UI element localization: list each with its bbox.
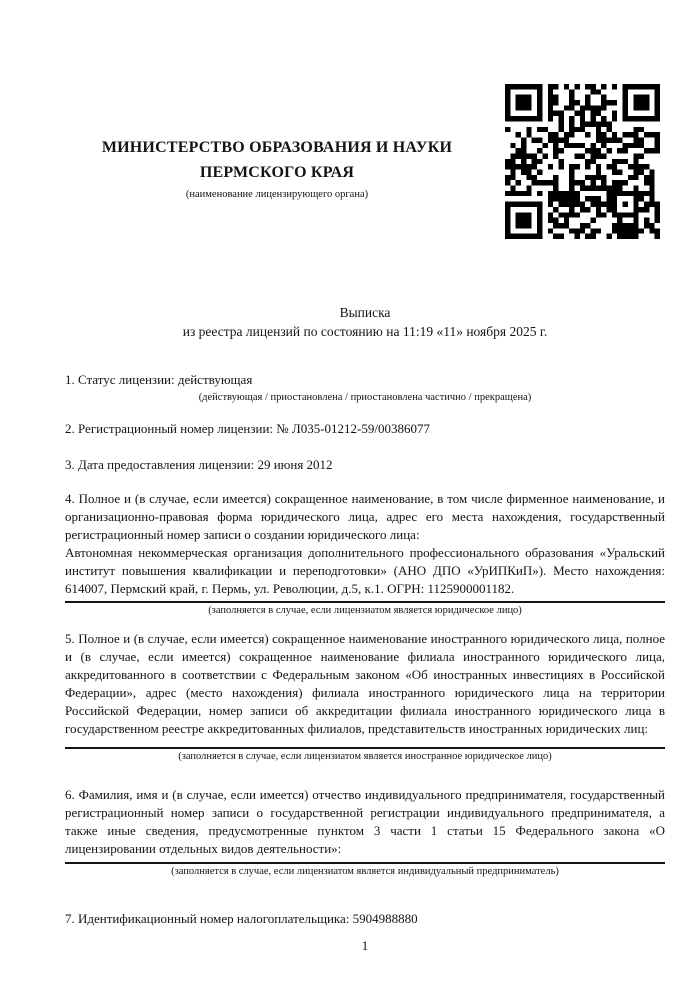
document-title	[65, 303, 665, 341]
item-registration-number: 2. Регистрационный номер лицензии: № Л035-01212-59/00386077	[65, 421, 431, 436]
item-license-status: 1. Статус лицензии: действующая	[65, 372, 253, 387]
entrepreneur-caption: (заполняется в случае, если лицензиатом является индивидуальный предприниматель)	[171, 866, 559, 877]
document-title-line1: Выписка	[339, 305, 391, 320]
item-legal-entity-heading: 4. Полное и (в случае, если имеется) сокращенное наименование, в том числе фирменное наименование, и организационно-правовая форма юридического лица, адрес его места нахождения, государственный регистрационный номер записи о создании юридического лица:	[65, 491, 665, 542]
item-foreign-entity-heading: 5. Полное и (в случае, если имеется) сокращенное наименование иностранного юридического лица, полное и (в случае, если имеется) сокращенное наименование филиала иностранного юридического лица, аккредитованного в соответствии с Федеральным законом «Об иностранных инвестициях в Российской Федерации», адрес (место нахождения) филиала иностранного юридического лица на территории Российской Федерации, номер записи об аккредитации филиала иностранного юридического лица в государственном реестре аккредитованных филиалов, представительств иностранных юридических лиц:	[65, 631, 665, 736]
foreign-entity-fill-line	[65, 747, 665, 749]
foreign-entity-caption: (заполняется в случае, если лицензиатом является иностранное юридическое лицо)	[178, 751, 552, 762]
license-status-options-caption: (действующая / приостановлена / приостановлена частично / прекращена)	[198, 392, 532, 403]
authority-name-line2: ПЕРМСКОГО КРАЯ	[199, 164, 355, 181]
authority-caption: (наименование лицензирующего органа)	[185, 189, 369, 200]
qr-code	[505, 84, 660, 239]
legal-entity-caption: (заполняется в случае, если лицензиатом является юридическое лицо)	[208, 605, 522, 616]
authority-name	[65, 135, 489, 185]
item-license-grant-date: 3. Дата предоставления лицензии: 29 июня 2012	[65, 457, 333, 472]
page-number: 1	[361, 938, 369, 953]
entrepreneur-fill-line	[65, 862, 665, 864]
item-taxpayer-id: 7. Идентификационный номер налогоплательщика: 5904988880	[65, 911, 418, 926]
document-title-line2: из реестра лицензий по состоянию на 11:19 «11» ноября 2025 г.	[182, 324, 548, 339]
licensing-authority-header	[65, 135, 489, 201]
item-legal-entity-value: Автономная некоммерческая организация дополнительного профессионального образования «Уральский институт повышения квалификации и переподготовки» (АНО ДПО «УрИПКиП»). Место нахождения: 614007, Пермский край, г. Пермь, ул. Революции, д.5, к.1. ОГРН: 1125900001182.	[65, 545, 665, 596]
item-entrepreneur-heading: 6. Фамилия, имя и (в случае, если имеется) отчество индивидуального предпринимателя, государственный регистрационный номер записи о государственной регистрации индивидуального предпринимателя, а также иные сведения, предусмотренные пунктом 3 части 1 статьи 15 Федерального закона «О лицензировании отдельных видов деятельности»:	[65, 787, 665, 856]
legal-entity-fill-line	[65, 601, 665, 603]
authority-name-line1: МИНИСТЕРСТВО ОБРАЗОВАНИЯ И НАУКИ	[101, 139, 453, 156]
